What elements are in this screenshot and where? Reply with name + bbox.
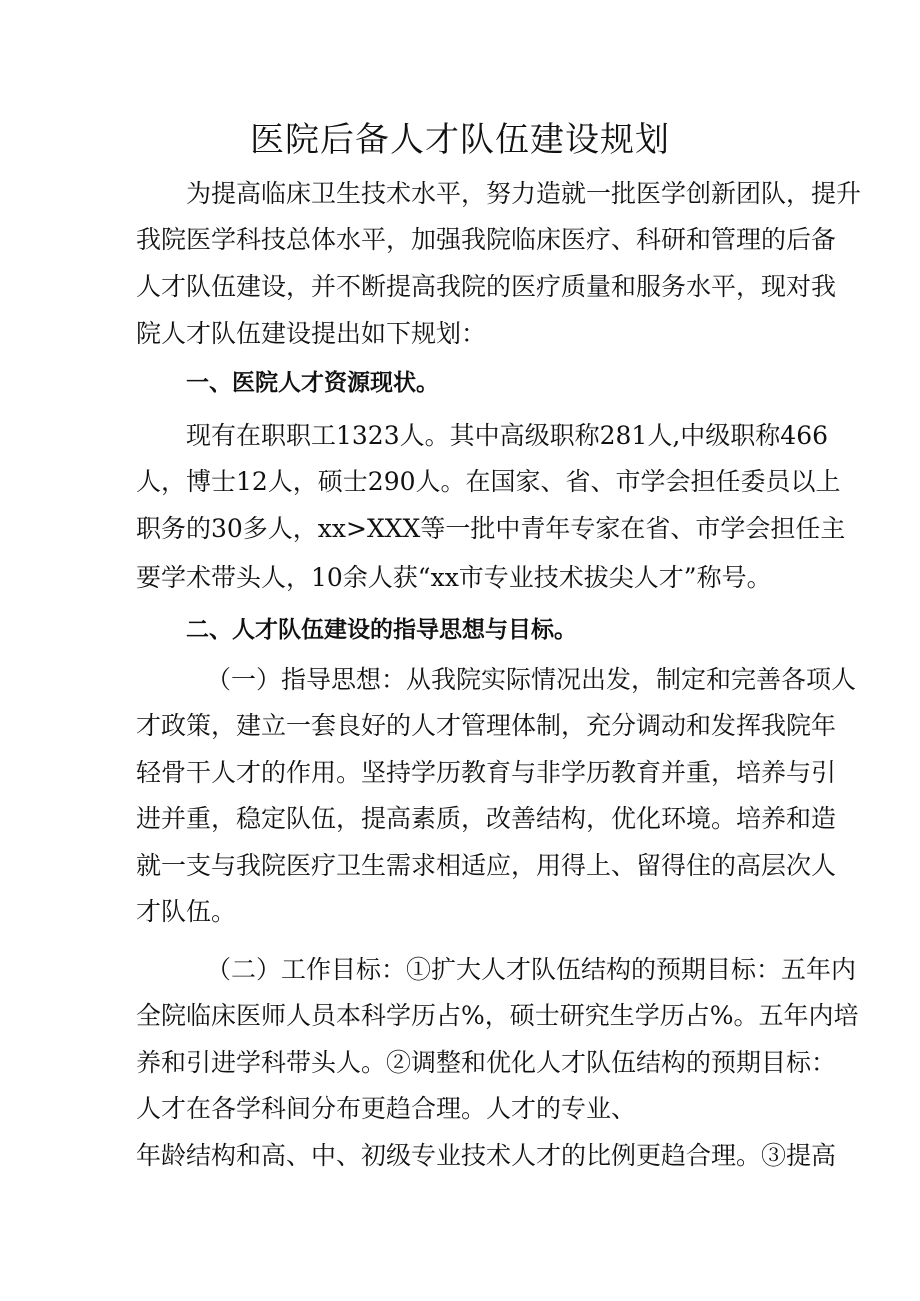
paragraph-guidance-line-1: （一）指导思想：从我院实际情况出发，制定和完善各项人 [206,665,857,694]
document-title: 医院后备人才队伍建设规划 [250,120,670,160]
paragraph-guidance-line-5: 就一支与我院医疗卫生需求相适应，用得上、留得住的高层次人 [136,851,837,880]
paragraph-goals-line-5: 年龄结构和高、中、初级专业技术人才的比例更趋合理。③提高 [136,1141,837,1170]
paragraph-status-line-1: 现有在职职工1323人。其中高级职称281人,中级职称466 [186,421,829,450]
paragraph-status-line-2: 人，博士12人，硕士290人。在国家、省、市学会担任委员以上 [136,467,841,496]
paragraph-goals-line-3: 养和引进学科带头人。②调整和优化人才队伍结构的预期目标： [136,1048,837,1077]
paragraph-guidance-line-4: 进并重，稳定队伍，提高素质，改善结构，优化环境。培养和造 [136,804,837,833]
paragraph-guidance-line-2: 才政策，建立一套良好的人才管理体制，充分调动和发挥我院年 [136,711,837,740]
paragraph-goals-line-1: （二）工作目标：①扩大人才队伍结构的预期目标：五年内 [206,955,857,984]
section-heading-1: 一、医院人才资源现状。 [186,370,439,396]
paragraph-goals-line-4: 人才在各学科间分布更趋合理。人才的专业、 [136,1094,637,1123]
paragraph-goals-line-2: 全院临床医师人员本科学历占%，硕士研究生学历占%。五年内培 [136,1001,859,1030]
paragraph-status-line-3: 职务的30多人，xx>XXX等一批中青年专家在省、市学会担任主 [136,514,846,543]
paragraph-intro-line-4: 院人才队伍建设提出如下规划： [136,319,487,348]
paragraph-guidance-line-3: 轻骨干人才的作用。坚持学历教育与非学历教育并重，培养与引 [136,758,837,787]
paragraph-intro-line-2: 我院医学科技总体水平，加强我院临床医疗、科研和管理的后备 [136,225,837,254]
section-heading-2: 二、人才队伍建设的指导思想与目标。 [186,617,577,643]
paragraph-intro-line-3: 人才队伍建设，并不断提高我院的医疗质量和服务水平，现对我 [136,272,837,301]
paragraph-status-line-4: 要学术带头人，10余人获“xx市专业技术拔尖人才”称号。 [136,563,772,592]
paragraph-intro-line-1: 为提高临床卫生技术水平，努力造就一批医学创新团队，提升 [186,179,862,208]
paragraph-guidance-line-6: 才队伍。 [136,897,237,926]
